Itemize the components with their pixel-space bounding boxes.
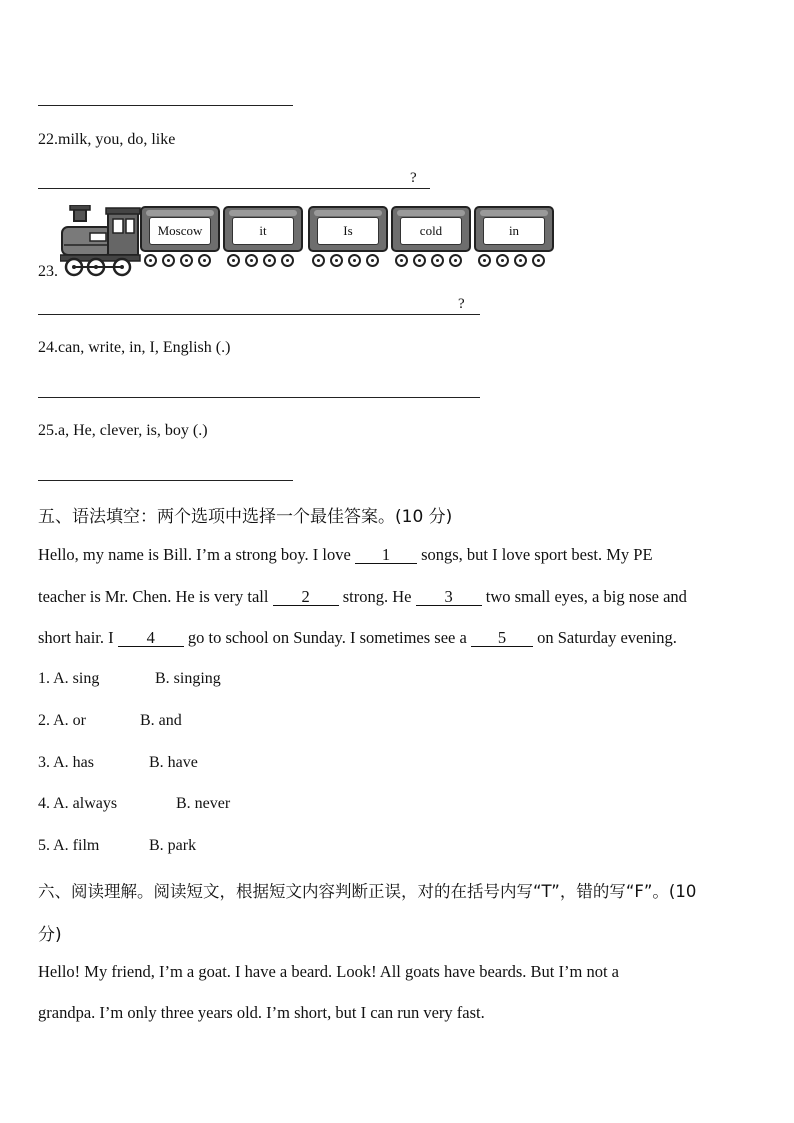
word-card: Moscow bbox=[149, 217, 211, 245]
section-6-heading: 六、阅读理解。阅读短文，根据短文内容判断正误，对的在括号内写“T”，错的写“F”。(10 bbox=[38, 882, 697, 901]
section-6-passage-line-2: grandpa. I’m only three years old. I’m short, but I can run very fast. bbox=[38, 1003, 485, 1022]
question-24 bbox=[38, 338, 230, 358]
train-car-3 bbox=[308, 206, 388, 264]
option-3-a[interactable]: 3. A. has bbox=[38, 754, 94, 771]
passage-text: teacher is Mr. Chen. He is very tall bbox=[38, 587, 273, 606]
car-body bbox=[223, 206, 303, 252]
wheel-icon bbox=[532, 254, 545, 267]
blank-3[interactable] bbox=[416, 589, 482, 606]
section-5-passage-line-1 bbox=[38, 545, 653, 565]
question-words: milk, you, do, like bbox=[58, 131, 176, 148]
car-roof bbox=[397, 210, 465, 216]
question-mark: ? bbox=[458, 296, 465, 312]
locomotive-icon bbox=[60, 205, 142, 277]
answer-line-25[interactable] bbox=[38, 480, 293, 481]
section-6-passage-line-1: Hello! My friend, I’m a goat. I have a beard. Look! All goats have beards. But I’m not a bbox=[38, 962, 619, 981]
wheel-icon bbox=[263, 254, 276, 267]
wheel-icon bbox=[478, 254, 491, 267]
train-car-2 bbox=[223, 206, 303, 264]
wheel-icon bbox=[180, 254, 193, 267]
answer-line-21[interactable] bbox=[38, 105, 293, 106]
blank-1[interactable] bbox=[355, 547, 417, 564]
wheel-icon bbox=[227, 254, 240, 267]
car-body bbox=[308, 206, 388, 252]
passage-text: go to school on Sunday. I sometimes see a bbox=[183, 628, 471, 647]
question-number: 22. bbox=[38, 131, 58, 148]
passage-text: strong. He bbox=[338, 587, 416, 606]
question-words: can, write, in, I, English (.) bbox=[58, 339, 231, 356]
car-body bbox=[391, 206, 471, 252]
section-6-heading-cont: 分) bbox=[38, 925, 62, 945]
blank-number: 5 bbox=[497, 628, 507, 647]
car-roof bbox=[146, 210, 214, 216]
car-roof bbox=[229, 210, 297, 216]
wheel-icon bbox=[198, 254, 211, 267]
passage-text: Hello, my name is Bill. I’m a strong boy. I love bbox=[38, 545, 355, 564]
wheel-icon bbox=[162, 254, 175, 267]
passage-text: songs, but I love sport best. My PE bbox=[416, 545, 653, 564]
wheel-icon bbox=[144, 254, 157, 267]
passage-text: short hair. I bbox=[38, 628, 118, 647]
wheel-icon bbox=[245, 254, 258, 267]
answer-line-24[interactable] bbox=[38, 397, 480, 398]
blank-number: 4 bbox=[146, 628, 155, 647]
car-roof bbox=[480, 210, 548, 216]
word-card: cold bbox=[400, 217, 462, 245]
train-car-4 bbox=[391, 206, 471, 264]
question-22 bbox=[38, 130, 175, 150]
option-2-a[interactable]: 2. A. or bbox=[38, 712, 86, 729]
option-1-a[interactable]: 1. A. sing bbox=[38, 670, 100, 687]
word-card: in bbox=[483, 217, 545, 245]
word-card: it bbox=[232, 217, 294, 245]
answer-line-22[interactable] bbox=[38, 188, 430, 189]
blank-number: 2 bbox=[301, 587, 310, 606]
wheel-icon bbox=[281, 254, 294, 267]
question-mark: ? bbox=[410, 170, 417, 186]
wheel-icon bbox=[449, 254, 462, 267]
wheel-icon bbox=[330, 254, 343, 267]
question-25 bbox=[38, 421, 208, 441]
word-card: Is bbox=[317, 217, 379, 245]
blank-5[interactable] bbox=[471, 630, 533, 647]
blank-number: 3 bbox=[444, 587, 453, 606]
wheel-icon bbox=[514, 254, 527, 267]
section-5-heading: 五、语法填空：两个选项中选择一个最佳答案。(10 分) bbox=[38, 507, 453, 527]
train-car-1 bbox=[140, 206, 220, 264]
option-2-b[interactable]: B. and bbox=[140, 712, 182, 729]
passage-text: on Saturday evening. bbox=[532, 628, 677, 647]
blank-4[interactable] bbox=[118, 630, 184, 647]
blank-2[interactable] bbox=[273, 589, 339, 606]
wheel-icon bbox=[431, 254, 444, 267]
question-number: 25. bbox=[38, 422, 58, 439]
section-5-passage-line-3 bbox=[38, 628, 677, 648]
wheel-icon bbox=[312, 254, 325, 267]
option-4-b[interactable]: B. never bbox=[176, 795, 231, 812]
section-5-passage-line-2 bbox=[38, 587, 687, 607]
wheel-icon bbox=[395, 254, 408, 267]
option-1-b[interactable]: B. singing bbox=[155, 670, 221, 687]
blank-number: 1 bbox=[381, 545, 391, 564]
passage-text: two small eyes, a big nose and bbox=[481, 587, 687, 606]
answer-line-23[interactable] bbox=[38, 314, 480, 315]
wheel-icon bbox=[366, 254, 379, 267]
question-number: 23. bbox=[38, 263, 58, 280]
option-5-b[interactable]: B. park bbox=[149, 837, 197, 854]
car-roof bbox=[314, 210, 382, 216]
question-words: a, He, clever, is, boy (.) bbox=[58, 422, 208, 439]
wheel-icon bbox=[348, 254, 361, 267]
option-3-b[interactable]: B. have bbox=[149, 754, 198, 771]
car-body bbox=[474, 206, 554, 252]
question-number: 24. bbox=[38, 339, 58, 356]
option-4-a[interactable]: 4. A. always bbox=[38, 795, 118, 812]
wheel-icon bbox=[413, 254, 426, 267]
car-body bbox=[140, 206, 220, 252]
train-car-5 bbox=[474, 206, 554, 264]
option-5-a[interactable]: 5. A. film bbox=[38, 837, 100, 854]
wheel-icon bbox=[496, 254, 509, 267]
